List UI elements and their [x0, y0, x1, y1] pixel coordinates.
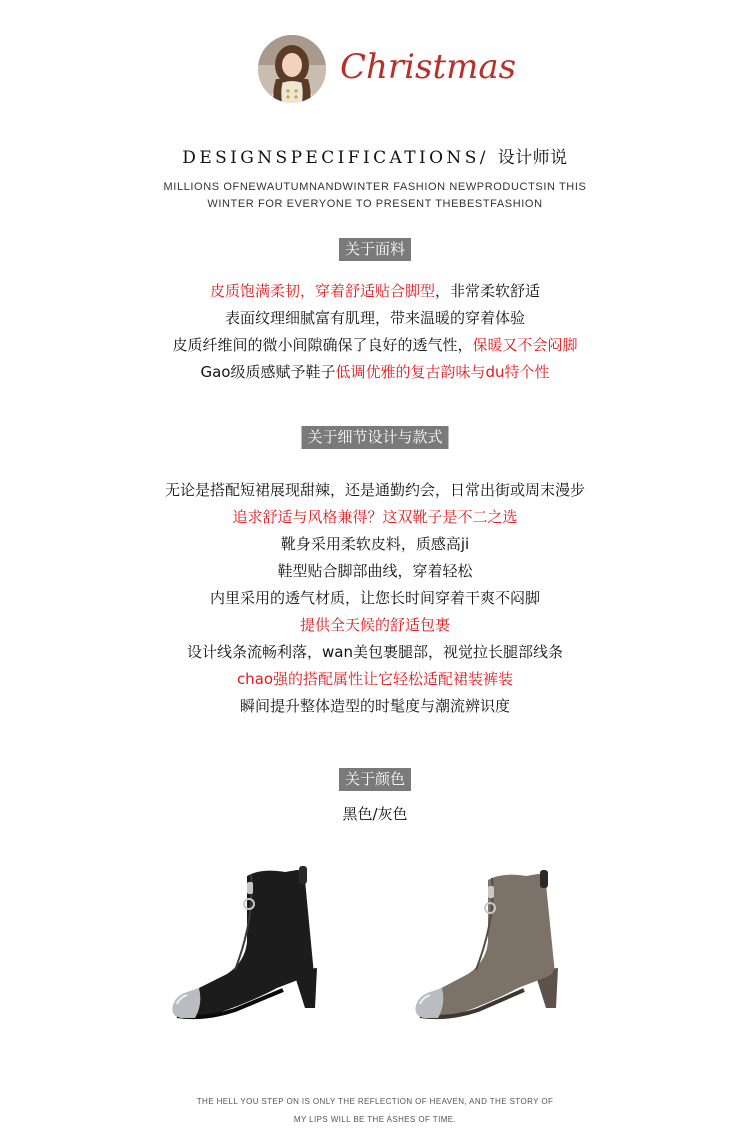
details-line-8: chao强的搭配属性让它轻松适配裙装裤装 — [236, 670, 514, 688]
brand-header — [258, 35, 517, 105]
details-line-9: 瞬间提升整体造型的时髦度与潮流辨识度 — [239, 697, 510, 715]
details-line-7: 设计线条流畅利落，wan美包裹腿部，视觉拉长腿部线条 — [187, 643, 563, 661]
details-section-label: 关于细节设计与款式 — [301, 426, 448, 449]
fabric-line-2: 表面纹理细腻富有肌理，带来温暖的穿着体验 — [224, 309, 525, 327]
title-en: DESIGNSPECIFICATIONS — [182, 148, 480, 168]
christmas-script-logo: Christmas — [340, 47, 517, 87]
details-line-5: 内里采用的透气材质，让您长时间穿着干爽不闷脚 — [209, 589, 540, 607]
model-avatar — [258, 35, 326, 103]
fabric-line-3-highlight: 保暖又不会闷脚 — [472, 336, 578, 354]
details-line-6: 提供全天候的舒适包裹 — [299, 616, 450, 634]
design-subtitle-line-1: MILLIONS OFNEWAUTUMNANDWINTER FASHION NEWPRODUCTSIN THIS — [163, 181, 587, 193]
fabric-line-4-text: Gao级质感赋予鞋子 — [200, 363, 336, 381]
design-specifications-title — [0, 145, 750, 171]
color-section-label: 关于颜色 — [339, 768, 411, 791]
fabric-line-3 — [0, 332, 750, 359]
fabric-description — [0, 278, 750, 386]
design-subtitle-line-2: WINTER FOR EVERYONE TO PRESENT THEBESTFASHION — [207, 198, 543, 210]
fabric-line-4-highlight: 低调优雅的复古韵味与du特个性 — [335, 363, 550, 381]
title-separator: / — [479, 148, 498, 168]
footer-quote-line-2: MY LIPS WILL BE THE ASHES OF TIME. — [293, 1115, 457, 1124]
fabric-line-1 — [0, 278, 750, 305]
gray-boot-image — [412, 858, 587, 1032]
footer-quote-line-1: THE HELL YOU STEP ON IS ONLY THE REFLECTION OF HEAVEN, AND THE STORY OF — [196, 1097, 554, 1106]
fabric-section-label: 关于面料 — [339, 238, 411, 261]
fabric-line-1-text: ，非常柔软舒适 — [435, 282, 541, 300]
details-description — [0, 477, 750, 720]
details-line-3: 靴身采用柔软皮料，质感高ji — [280, 535, 470, 553]
fabric-line-1-highlight: 皮质饱满柔韧，穿着舒适贴合脚型 — [209, 282, 435, 300]
color-options: 黑色/灰色 — [342, 805, 408, 823]
black-boot-image — [165, 858, 340, 1032]
details-line-1: 无论是搭配短裙展现甜辣，还是通勤约会，日常出街或周末漫步 — [164, 481, 585, 499]
details-line-2: 追求舒适与风格兼得？这双靴子是不二之选 — [232, 508, 518, 526]
fabric-line-4 — [0, 359, 750, 386]
details-line-4: 鞋型贴合脚部曲线，穿着轻松 — [277, 562, 473, 580]
title-zh: 设计师说 — [497, 148, 568, 168]
fabric-line-3-text: 皮质纤维间的微小间隙确保了良好的透气性， — [172, 336, 473, 354]
